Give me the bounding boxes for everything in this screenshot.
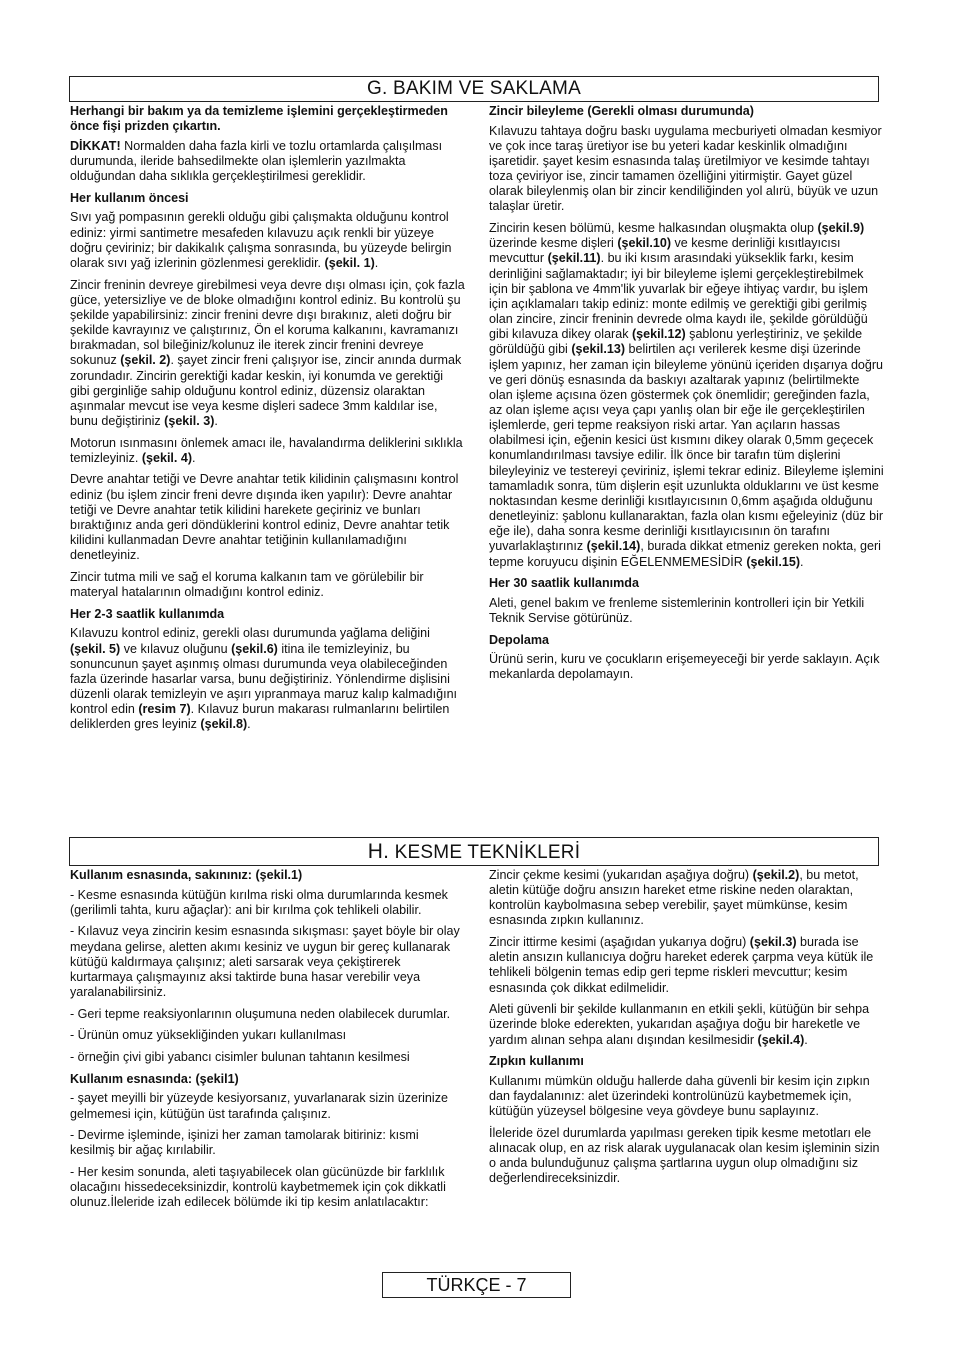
- figure-reference: (şekil.9): [817, 221, 865, 236]
- figure-reference: (şekil.15): [746, 554, 801, 569]
- text-run: itina ile temizleyiniz, bu sonuncunun şayet aşınmış olması durumunda veya olabileceğinden fazla üzerinde hasarlar varsa, bunu değiştiriniz. Yönlendirme dişlisini düzenli olarak temizleyin ve aşırı yıpranmaya maruz kalıp kalmadığını kontrol edin: [70, 641, 458, 717]
- paragraph: [70, 1007, 465, 1022]
- text-run: Kılavuzu tahtaya doğru baskı uygulama mecburiyeti olmadan kesmiyor ve çok ince taraş üretiyor ise bu yeteri kadar keskinlik olmadığını işaretidir. şayet kesim esnasında talaş üretilmiyor ve kesimde tahtayı toza çeviriyor ise, zincir tamamen özelliğini yitirmiştir. Gayet güzel olarak bileylenmiş olan bir zincir kendiliğinden yol alırü, büyük ve uzun talaşlar üretir.: [489, 123, 882, 214]
- text-run: Zincir tutma mili ve sağ el koruma kalkanın tam ve görülebilir bir materyal hatalarının olmadığını kontrol ediniz.: [70, 569, 424, 600]
- text-run: Sıvı yağ pompasının gerekli olduğu gibi çalışmakta olduğunu kontrol ediniz: yirmi santimetre mesafeden kılavuzu açık renkli bir yüzeye doğru çeviriniz; bir dakikalık çalışma sonrasında, bu yüzeyde belirgin olarak sıvı yağ izlerinin gözlenmesi gereklidir.: [70, 210, 452, 270]
- subheading: Kullanım esnasında: (şekil1): [70, 1071, 239, 1086]
- text-run: . şayet zincir freni çalışıyor ise, zincir anında durmak zorundadır. Zincirin gerektiği kadar keskin, iyi konumda ve gerektiği gibi gerginliğe sahip olduğunu kontrol ediniz, düzensiz olaraktan aşınmalar mevcut ise veya kesme dişleri sadece 3mm kaldılar ise, bunu değiştiriniz: [70, 353, 462, 428]
- figure-reference: (şekil.11): [547, 251, 601, 266]
- figure-reference: (şekil.2): [752, 868, 800, 882]
- paragraph: [489, 124, 884, 215]
- figure-reference: (şekil. 1): [324, 255, 375, 270]
- paragraph: [70, 1091, 465, 1121]
- paragraph: [70, 139, 465, 184]
- text-run: Kullanımı mümkün olduğu hallerde daha güvenli bir kesim için zıpkın dan faydalanınız: alet üzerindeki kontrolünüzü kaybetmemek için, kütüğün yüzeysel bölgesine veya gövdeye bunu saplayınız.: [489, 1073, 870, 1119]
- figure-reference: (şekil.8): [200, 717, 248, 732]
- subheading: Her 30 saatlik kullanımda: [489, 576, 639, 591]
- paragraph: [70, 1028, 465, 1043]
- text-run: Kılavuzu kontrol ediniz, gerekli olası durumunda yağlama deliğini: [70, 626, 430, 641]
- section-h-left-column: [70, 868, 465, 1217]
- text-run: belirtilen açı verilerek kesme dişi üzerinde işlem yapınız, her zaman için bileyleme yönünü içeriden dışarıya doğru ve geri dönüş esnasında da baskıyı azaltarak yapınız (belirtilmekte olan işleme açısına özen göstermek çok önemlidir; gereğinden fazla, az olan işleme açısı veya çapı yanlış olan bir eğe ile gerçekleştirilen işlemlerde, geri tepme reaksiyon riski artar. Yan açıların hassas olabilmesi için, eğenin kesici üst kısmını dikey olarak 0,5mm geçecek konumlandırılması tavsiye edilir. İlk önce bir tarafın tüm dişlerini bileyleyiniz ve testereyi çeviriniz, işlemi tekrar ediniz. Bileyleme işlemini tamamladık sonra, tüm dişlerin eşit uzunlukta olduklarını ve üst kesme noktasından kesme derinliği kısıtlayıcısının 0,6mm aşağıda olduğunu denetleyiniz: şablonu kullanaraktan, fazla olan kısmı eğeleyiniz (düz bir eğe ile), daha sonra kesme derinliği kısıtlayıcısının ön tarafını yuvarlaklaştırınız: [489, 342, 884, 554]
- section-g-left-column: [70, 104, 465, 739]
- text-run: Ürünü serin, kuru ve çocukların erişemeyeceği bir yerde saklayın. Açık mekanlarda depolamayın.: [489, 652, 880, 682]
- text-run: . Kılavuz burun makarası rulmanlarını belirtilen deliklerden gres leyiniz: [70, 702, 450, 732]
- figure-reference: (şekil. 4): [141, 450, 193, 465]
- paragraph: [70, 1128, 465, 1158]
- text-run: Zincir freninin devreye girebilmesi veya devre dışı olması için, çok fazla güce, yetersizliye ve de bloke olmadığını kontrol ediniz. Bu kontrolü şu şekilde yapabilirsiniz: zincir frenini devre dışı bırakınız, aleti doğru bir şekilde kavrayınız ve çalıştırınız, Ön el koruma kalkanını, kavramanızı bırakmadan, sol bileğiniz/kolunuz ile iterek zincir frenini devreye sokunuz: [70, 277, 465, 368]
- figure-reference: (şekil.14): [586, 539, 641, 554]
- figure-reference: (şekil.4): [757, 1032, 805, 1047]
- text-run: .: [214, 413, 218, 428]
- text-run: , burada dikkat etmeniz gereken nokta, geri tepme koruyucu dişinin EĞELENMEMESİDİR: [489, 539, 881, 569]
- paragraph: [70, 1050, 465, 1065]
- paragraph: [489, 652, 884, 682]
- text-run: .: [192, 450, 196, 465]
- section-h-title-text: KESME TEKNİKLERİ: [394, 842, 581, 863]
- text-run: Devre anahtar tetiği ve Devre anahtar tetik kilidinin çalışmasını kontrol ediniz (bu işlem zincir freni devre dışında iken yapılır): Devre anahtar tetiği ve Devre anahtar tetik kilidini harekete geçiriniz ve bunları bıraktığınız anda geri döndüklerini kontrol ediniz, Devre anahtar tetik kilidini kullanmadan Devre anahtar tetiğinin kullanılamadığını denetleyiniz.: [70, 472, 459, 563]
- text-run: Zincir ittirme kesimi (aşağıdan yukarıya doğru): [489, 935, 750, 950]
- subheading: Depolama: [489, 632, 549, 647]
- text-run: .: [247, 717, 251, 732]
- text-run: Zincirin kesen bölümü, kesme halkasından oluşmakta olup: [489, 221, 818, 236]
- paragraph: [70, 472, 465, 563]
- section-g-right-column: [489, 104, 884, 689]
- figure-reference: (şekil.3): [749, 935, 797, 950]
- text-run: üzerinde kesme dişleri: [489, 236, 618, 251]
- section-g-title: G. BAKIM VE SAKLAMA: [69, 76, 879, 102]
- text-run: - örneğin çivi gibi yabancı cisimler bulunan tahtanın kesilmesi: [70, 1050, 410, 1065]
- paragraph: [70, 888, 465, 918]
- text-run: ve kesme derinliği kısıtlayıcısı mevcuttur: [489, 236, 841, 266]
- text-run: .: [374, 255, 379, 270]
- paragraph: [489, 935, 884, 996]
- subheading: Herhangi bir bakım ya da temizleme işlemini gerçekleştirmeden önce fişi prizden çıkartın.: [70, 104, 448, 134]
- subheading: Kullanım esnasında, sakınınız: (şekil.1): [70, 868, 303, 882]
- paragraph: [489, 221, 884, 570]
- text-run: - Geri tepme reaksiyonlarının oluşumuna neden olabilecek durumlar.: [70, 1006, 451, 1021]
- subheading: Zıpkın kullanımı: [489, 1054, 584, 1069]
- figure-reference: (şekil. 5): [70, 641, 121, 656]
- subheading: Her kullanım öncesi: [70, 190, 189, 205]
- paragraph: [489, 1126, 884, 1187]
- figure-reference: (şekil.12): [631, 327, 686, 342]
- text-run: Aleti, genel bakım ve frenleme sistemlerinin kontrolleri için bir Yetkili Teknik Servise götürünüz.: [489, 595, 865, 625]
- figure-reference: (şekil.6): [231, 641, 278, 656]
- section-h-title: [69, 837, 879, 866]
- text-run: - Devirme işleminde, işinizi her zaman tamolarak bitiriniz: kısmi kesilmiş bir ağaç kırılabilir.: [70, 1128, 419, 1158]
- figure-reference: (şekil.10): [617, 236, 672, 251]
- paragraph: [489, 868, 884, 929]
- text-run: - Kesme esnasında kütüğün kırılma riski olma durumlarında kesmek (gerilimli tahta, kuru ağaçlar): ani bir kırılma çok tehlikeli olabilir.: [70, 887, 448, 917]
- subheading: Her 2-3 saatlik kullanımda: [70, 606, 225, 621]
- figure-reference: (resim 7): [138, 702, 191, 717]
- text-run: şablonu yerleştiriniz, ve şekilde görüldüğü gibi: [489, 327, 863, 357]
- text-run: Aleti güvenli bir şekilde kullanmanın en etkili şekli, kütüğün bir sehpa üzerinde bloke ederekten, yukarıdan aşağıya doğu bir hareketle ve yardım alınan sehpa alanı dışından kesilmesidir: [489, 1002, 870, 1047]
- text-run: Normalden daha fazla kirli ve tozlu ortamlarda çalışılması durumunda, ileride bahsedilmekte olan işlemlerin yazılmakta olduğundan daha sıklıkla gerçekleştirilmesi gereklidir.: [70, 138, 443, 184]
- text-run: - Kılavuz veya zincirin kesim esnasında sıkışması: şayet böyle bir olay meydana gelirse, aletten akımı kesiniz ve uygun bir gereç kullanarak kütüğü kaldırmaya çalışınız; aleti sarsarak veya çekiştirerek kurtarmaya çalışmayınız aksi taktirde buna hasar verebilir veya yaralanabilirsiniz.: [70, 924, 460, 1000]
- paragraph: [70, 1165, 465, 1210]
- text-run: Motorun ısınmasını önlemek amacı ile, havalandırma deliklerini sıklıkla temizleyiniz.: [70, 435, 463, 465]
- figure-reference: (şekil. 3): [164, 413, 215, 428]
- text-run: , bu metot, aletin kütüğe doğru ansızın hareket etme riskine neden olaraktan, kontrolün kaybolmasına sebep verebilir, şayet mümkünse, kesim esnasında zıpkın kullanınız.: [489, 868, 859, 928]
- section-h-letter: H.: [367, 840, 390, 863]
- paragraph: [70, 570, 465, 600]
- paragraph: [70, 626, 465, 732]
- paragraph: [489, 1074, 884, 1119]
- section-h-right-column: [489, 868, 884, 1193]
- figure-reference: (şekil. 2): [120, 353, 171, 368]
- text-run: - şayet meyilli bir yüzeyde kesiyorsanız, yuvarlanarak sizin üzerinize gelmemesi için, kütüğün üst tarafında çalışınız.: [70, 1091, 448, 1121]
- figure-reference: (şekil.13): [571, 342, 626, 357]
- text-run: ve kılavuz oluğunu: [120, 641, 232, 656]
- figure-reference: DİKKAT!: [70, 138, 121, 153]
- paragraph: [70, 210, 465, 271]
- page-footer-label: TÜRKÇE - 7: [382, 1272, 571, 1298]
- paragraph: [489, 596, 884, 626]
- paragraph: [489, 1002, 884, 1047]
- paragraph: [70, 436, 465, 466]
- text-run: burada ise aletin ansızın kullanıcıya doğru hareket ederek çarpma veya kütük ile tehlikeli bölgenin temas edip geri tepme riskleri mevcuttur; kesim esnasında çok dikkat edilmelidir.: [489, 935, 874, 995]
- paragraph: [70, 278, 465, 430]
- subheading: Zincir bileyleme (Gerekli olması durumunda): [489, 104, 754, 118]
- text-run: İleleride özel durumlarda yapılması gereken tipik kesme metotları ele alınacak olup, en az risk alarak uygulanacak olan kesim işleminin sizin o anda bulunduğunuz çalışma şartlarına uygun olup olmadığını siz değerlendireceksinizdir.: [489, 1125, 880, 1186]
- text-run: - Her kesim sonunda, aleti taşıyabilecek olan gücünüzde bir farklılık olacağını hissedeceksinizdir, kontrolü kaybetmemek için çok dikkatli olunuz.İleleride izah edilecek bölümde iki tip kesim anlatılacaktır:: [70, 1165, 446, 1210]
- text-run: - Ürünün omuz yüksekliğinden yukarı kullanılması: [70, 1028, 347, 1043]
- text-run: Zincir çekme kesimi (yukarıdan aşağıya doğru): [489, 868, 753, 882]
- paragraph: [70, 924, 465, 1000]
- text-run: .: [804, 1032, 808, 1047]
- text-run: .: [800, 554, 804, 569]
- text-run: . bu iki kısım arasındaki yükseklik farkı, kesim derinliğini sağlamaktadır; iyi bir bileyleme işlemi gerçekleştirebilmek için bir şablona ve 4mm'lik yuvarlak bir eğeye ihtiyaç vardır, bu işlem için açıklamaları takip ediniz: monte edilmiş ve gerektiği gibi gerilmiş olan zincire, zincir freninin devrede olma kaydı ile, şekilde görüldüğü gibi kılavuza dikey olarak: [489, 251, 868, 342]
